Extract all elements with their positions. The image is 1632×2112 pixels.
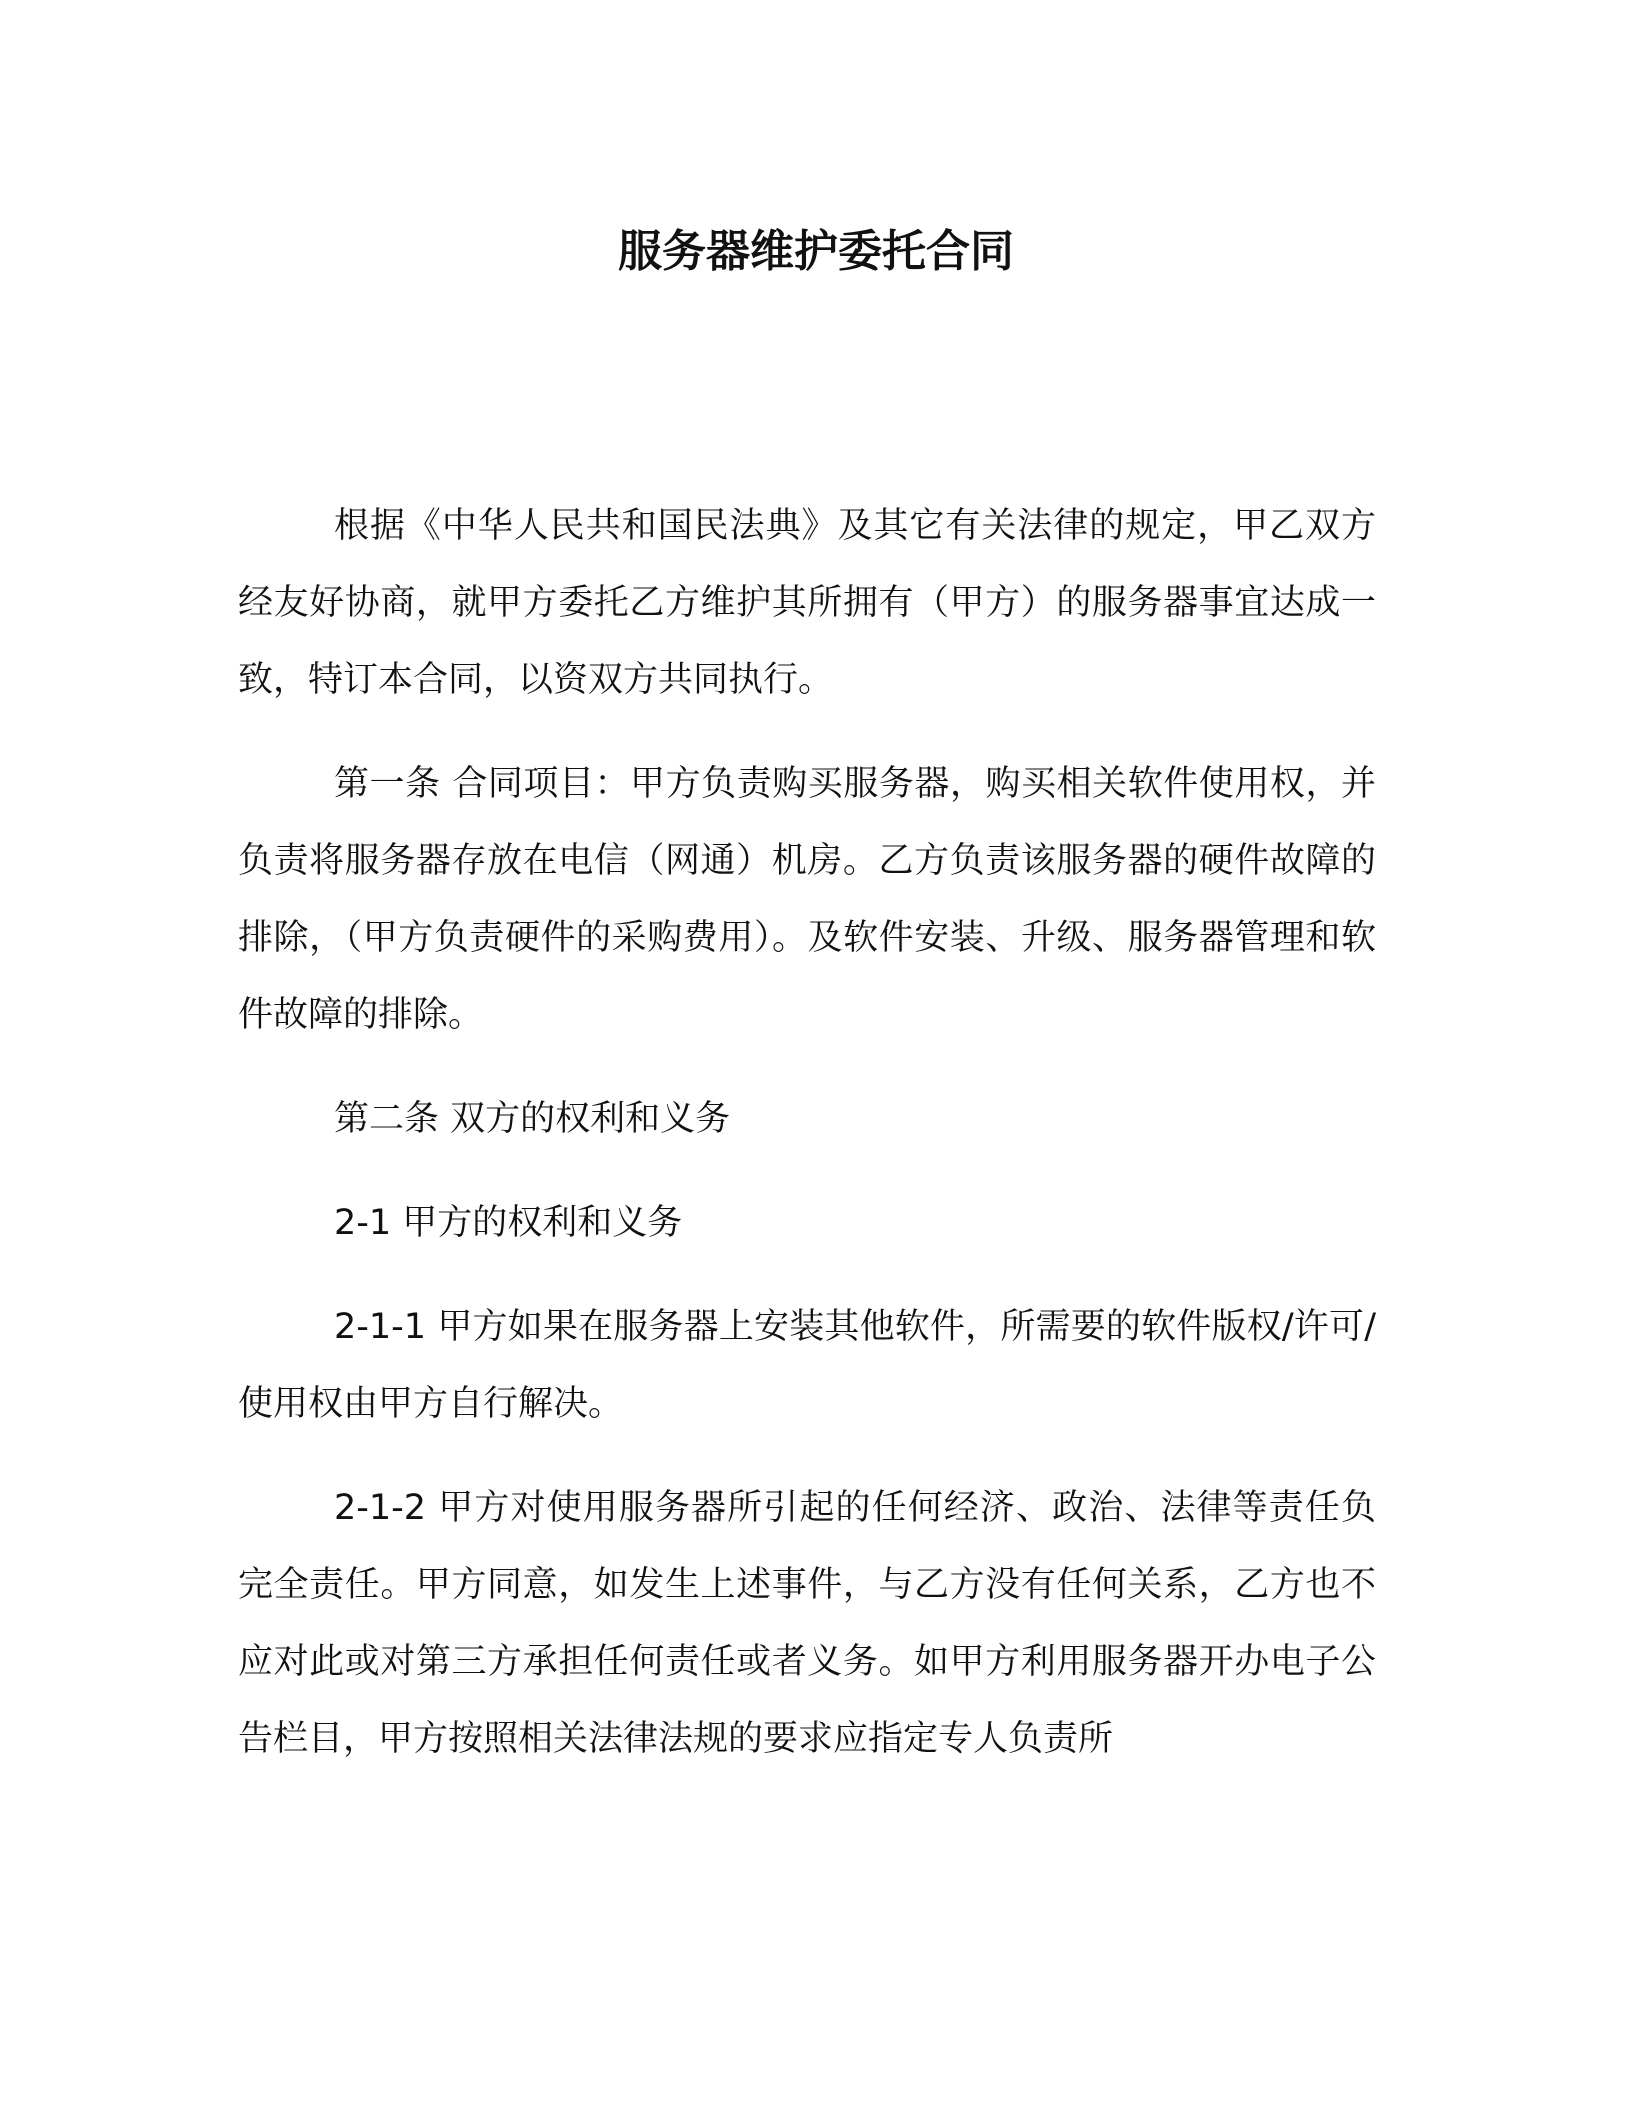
document-title: 服务器维护委托合同: [618, 226, 1014, 277]
paragraph-clause-2-1-1: 2-1-1 甲方如果在服务器上安装其他软件，所需要的软件版权/许可/使用权由甲方自行解决。: [238, 1307, 1376, 1424]
document-body: [238, 488, 1376, 1805]
paragraph-article-2-heading: 第二条 双方的权利和义务: [334, 1099, 731, 1139]
paragraph-article-1: 第一条 合同项目：甲方负责购买服务器，购买相关软件使用权，并负责将服务器存放在电信（网通）机房。乙方负责该服务器的硬件故障的排除，（甲方负责硬件的采购费用）。及软件安装、升级、服务器管理和软件故障的排除。: [238, 764, 1376, 1035]
paragraph-preamble: 根据《中华人民共和国民法典》及其它有关法律的规定，甲乙双方经友好协商，就甲方委托乙方维护其所拥有（甲方）的服务器事宜达成一致，特订本合同，以资双方共同执行。: [238, 506, 1376, 700]
paragraph-clause-2-1-2: 2-1-2 甲方对使用服务器所引起的任何经济、政治、法律等责任负完全责任。甲方同意，如发生上述事件，与乙方没有任何关系，乙方也不应对此或对第三方承担任何责任或者义务。如甲方利用服务器开办电子公告栏目，甲方按照相关法律法规的要求应指定专人负责所: [238, 1488, 1376, 1759]
paragraph-section-2-1-heading: 2-1 甲方的权利和义务: [334, 1203, 683, 1243]
